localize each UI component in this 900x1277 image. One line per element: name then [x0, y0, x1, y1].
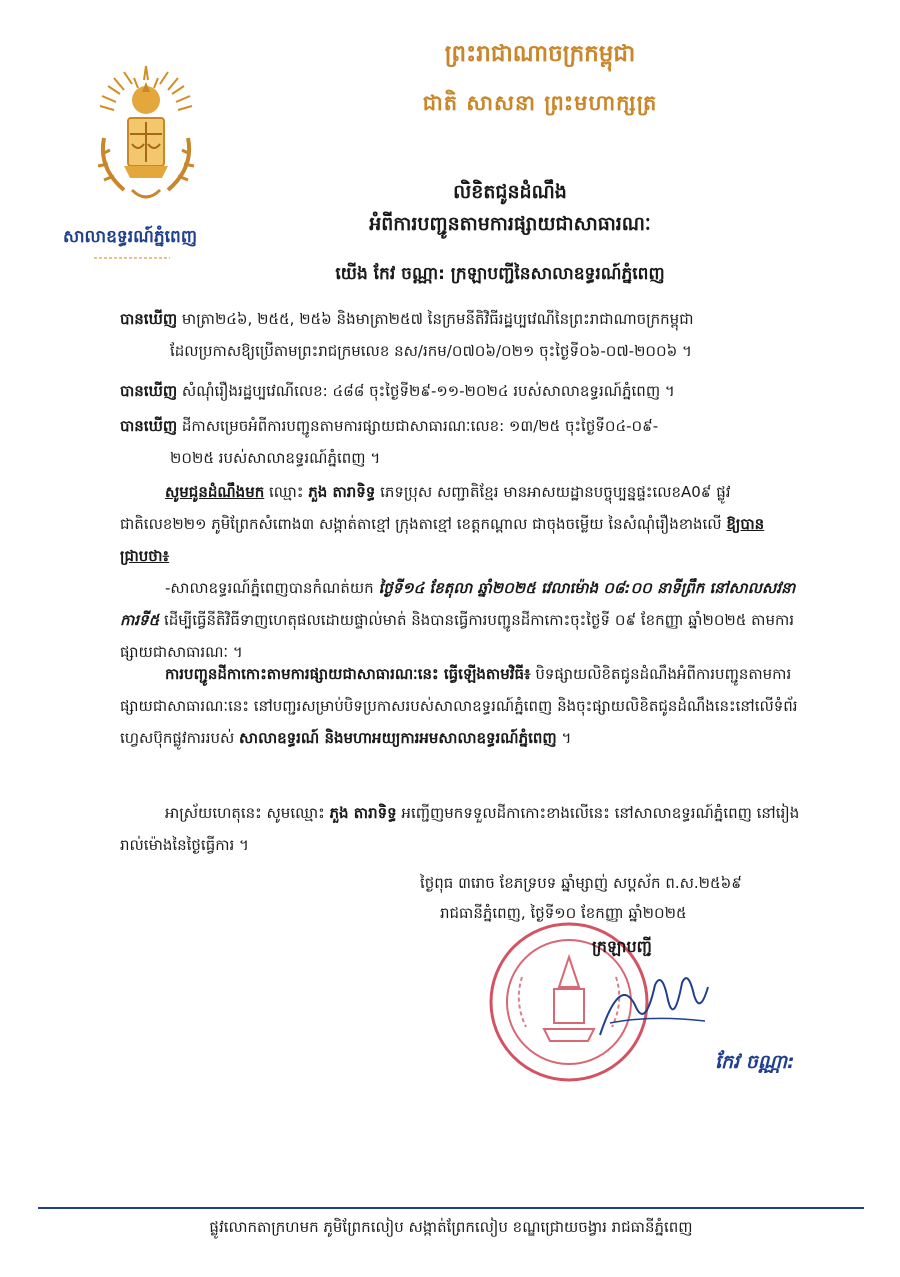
- document-title: លិខិតជូនដំណឹង: [453, 181, 567, 203]
- court-name: សាលាឧទ្ធរណ៍ភ្នំពេញ: [62, 227, 198, 247]
- procedure-lead: ការបញ្ជូនដីកាកោះតាមការផ្សាយជាសាធារណៈនេះ ធ្វើឡើងតាមវិធី៖: [165, 665, 531, 683]
- kingdom-title: ព្រះរាជាណាចក្រកម្ពុជា: [444, 41, 636, 67]
- notice-paragraph: [120, 476, 810, 572]
- basis-item: [120, 410, 810, 474]
- basis-label: បានឃើញ: [120, 382, 178, 400]
- hearing-body: ដើម្បីធ្វើនីតិវិធីទាញហេតុផលដោយផ្ទាល់មាត់ និងបានធ្វើការបញ្ជូនដីកាកោះចុះថ្ងៃទី ០៩ ខែកញ្ញា ឆ្នាំ២០២៥ តាមការផ្សាយជាសាធារណៈ ។: [120, 611, 795, 661]
- basis-label: បានឃើញ: [120, 417, 178, 435]
- procedure-emph: សាលាឧទ្ធរណ៍ និងមហាអយ្យការអមសាលាឧទ្ធរណ៍ភ្នំពេញ: [239, 729, 557, 747]
- notice-lead: សូមជូនដំណឹងមក: [165, 483, 265, 501]
- basis-label: បានឃើញ: [120, 310, 178, 328]
- basis-text: ដីកាសម្រេចអំពីការបញ្ជូនតាមការផ្សាយជាសាធារណៈលេខ: ១៣/២៥ ចុះថ្ងៃទី០៤-០៩-: [177, 417, 659, 435]
- basis-text: មាត្រា២៤៦, ២៥៥, ២៥៦ និងមាត្រា២៥៧ នៃក្រមនីតិវិធីរដ្ឋប្បវេណីនៃព្រះរាជាណាចក្រកម្ពុជា: [177, 310, 694, 328]
- notice-body: ភេទប្រុស សញ្ជាតិខ្មែរ មានអាសយដ្ឋានបច្ចុប្បន្នផ្ទះលេខA0៩ ផ្លូវជាតិលេខ២២១ ភូមិព្រែកសំពោង៣ សង្កាត់តាខ្មៅ ក្រុងតាខ្មៅ ខេត្តកណ្ដាល ជាចុងចម្លើយ នៃសំណុំរឿងខាងលើ: [120, 483, 731, 533]
- signatory-title: ក្រឡាបញ្ជី: [592, 937, 652, 956]
- lunar-date: ថ្ងៃពុធ ៣រោច ខែភទ្របទ ឆ្នាំម្សាញ់ សប្តស័ក ព.ស.២៥៦៩: [420, 874, 742, 892]
- hearing-datetime: ថ្ងៃទី១៤ ខែតុលា ឆ្នាំ២០២៥ វេលាម៉ោង ០៨:០០ នាទីព្រឹក នៅសាលសវនាការទី៥: [120, 579, 796, 629]
- decorative-divider: [92, 255, 172, 261]
- basis-item: [120, 303, 810, 367]
- footer-address: ផ្លូវលោកតាក្រហមក ភូមិព្រែកលៀប សង្កាត់ព្រែកលៀប ខណ្ឌជ្រោយចង្វារ រាជធានីភ្នំពេញ: [209, 1218, 693, 1236]
- defendant-name: ភួង តារាទិទ្ធ: [308, 483, 376, 501]
- final-lead: អាស្រ័យហេតុនេះ សូមឈ្មោះ: [165, 804, 330, 822]
- final-paragraph: [120, 797, 810, 861]
- procedure-end: ។: [556, 729, 572, 747]
- footer-divider: [38, 1207, 864, 1209]
- court-emblem-logo: [84, 58, 208, 228]
- signatory-name: កែវ ចណ្ណា:: [715, 1051, 795, 1073]
- issuer-heading: យើង កែវ ចណ្ណា: ក្រឡាបញ្ជីនៃសាលាឧទ្ធរណ៍ភ្នំពេញ: [335, 264, 665, 284]
- basis-text-cont: ២០២៥ របស់សាលាឧទ្ធរណ៍ភ្នំពេញ ។: [170, 449, 381, 467]
- notice-tail: ឱ្យបានជ្រាបថា៖: [120, 515, 765, 565]
- solar-date: រាជធានីភ្នំពេញ, ថ្ងៃទី១០ ខែកញ្ញា ឆ្នាំ២០២៥: [440, 904, 687, 922]
- procedure-body: បិទផ្សាយលិខិតជូនដំណឹងអំពីការបញ្ជូនតាមការផ្សាយជាសាធារណៈនេះ នៅបញ្ជរសម្រាប់បិទប្រកាសរបស់សាលាឧទ្ធរណ៍ភ្នំពេញ និងចុះផ្សាយលិខិតជូនដំណឹងនេះនៅលើទំព័រហ្វេសប៊ុកផ្លូវការរបស់: [120, 665, 798, 747]
- final-body: អញ្ជើញមកទទួលដីកាកោះខាងលើនេះ នៅសាលាឧទ្ធរណ៍ភ្នំពេញ នៅរៀងរាល់ម៉ោងនៃថ្ងៃធ្វើការ ។: [120, 804, 800, 854]
- handwritten-signature: [590, 965, 715, 1045]
- notice-name-label: ឈ្មោះ: [264, 483, 309, 501]
- document-subtitle: អំពីការបញ្ជូនតាមការផ្សាយជាសាធារណៈ: [369, 213, 651, 235]
- final-name: ភួង តារាទិទ្ធ: [329, 804, 397, 822]
- basis-text-cont: ដែលប្រកាសឱ្យប្រើតាមព្រះរាជក្រមលេខ នស/រកម/០៧០៦/០២១ ចុះថ្ងៃទី០៦-០៧-២០០៦ ។: [170, 342, 692, 360]
- national-motto: ជាតិ សាសនា ព្រះមហាក្សត្រ: [422, 91, 658, 115]
- hearing-paragraph: [120, 572, 810, 668]
- basis-item: [120, 375, 810, 407]
- hearing-lead: -សាលាឧទ្ធរណ៍ភ្នំពេញបានកំណត់យក: [165, 579, 379, 597]
- procedure-paragraph: [120, 658, 810, 754]
- basis-text: សំណុំរឿងរដ្ឋប្បវេណីលេខ: ៤៨៨ ចុះថ្ងៃទី២៩-១១-២០២៤ របស់សាលាឧទ្ធរណ៍ភ្នំពេញ ។: [177, 382, 675, 400]
